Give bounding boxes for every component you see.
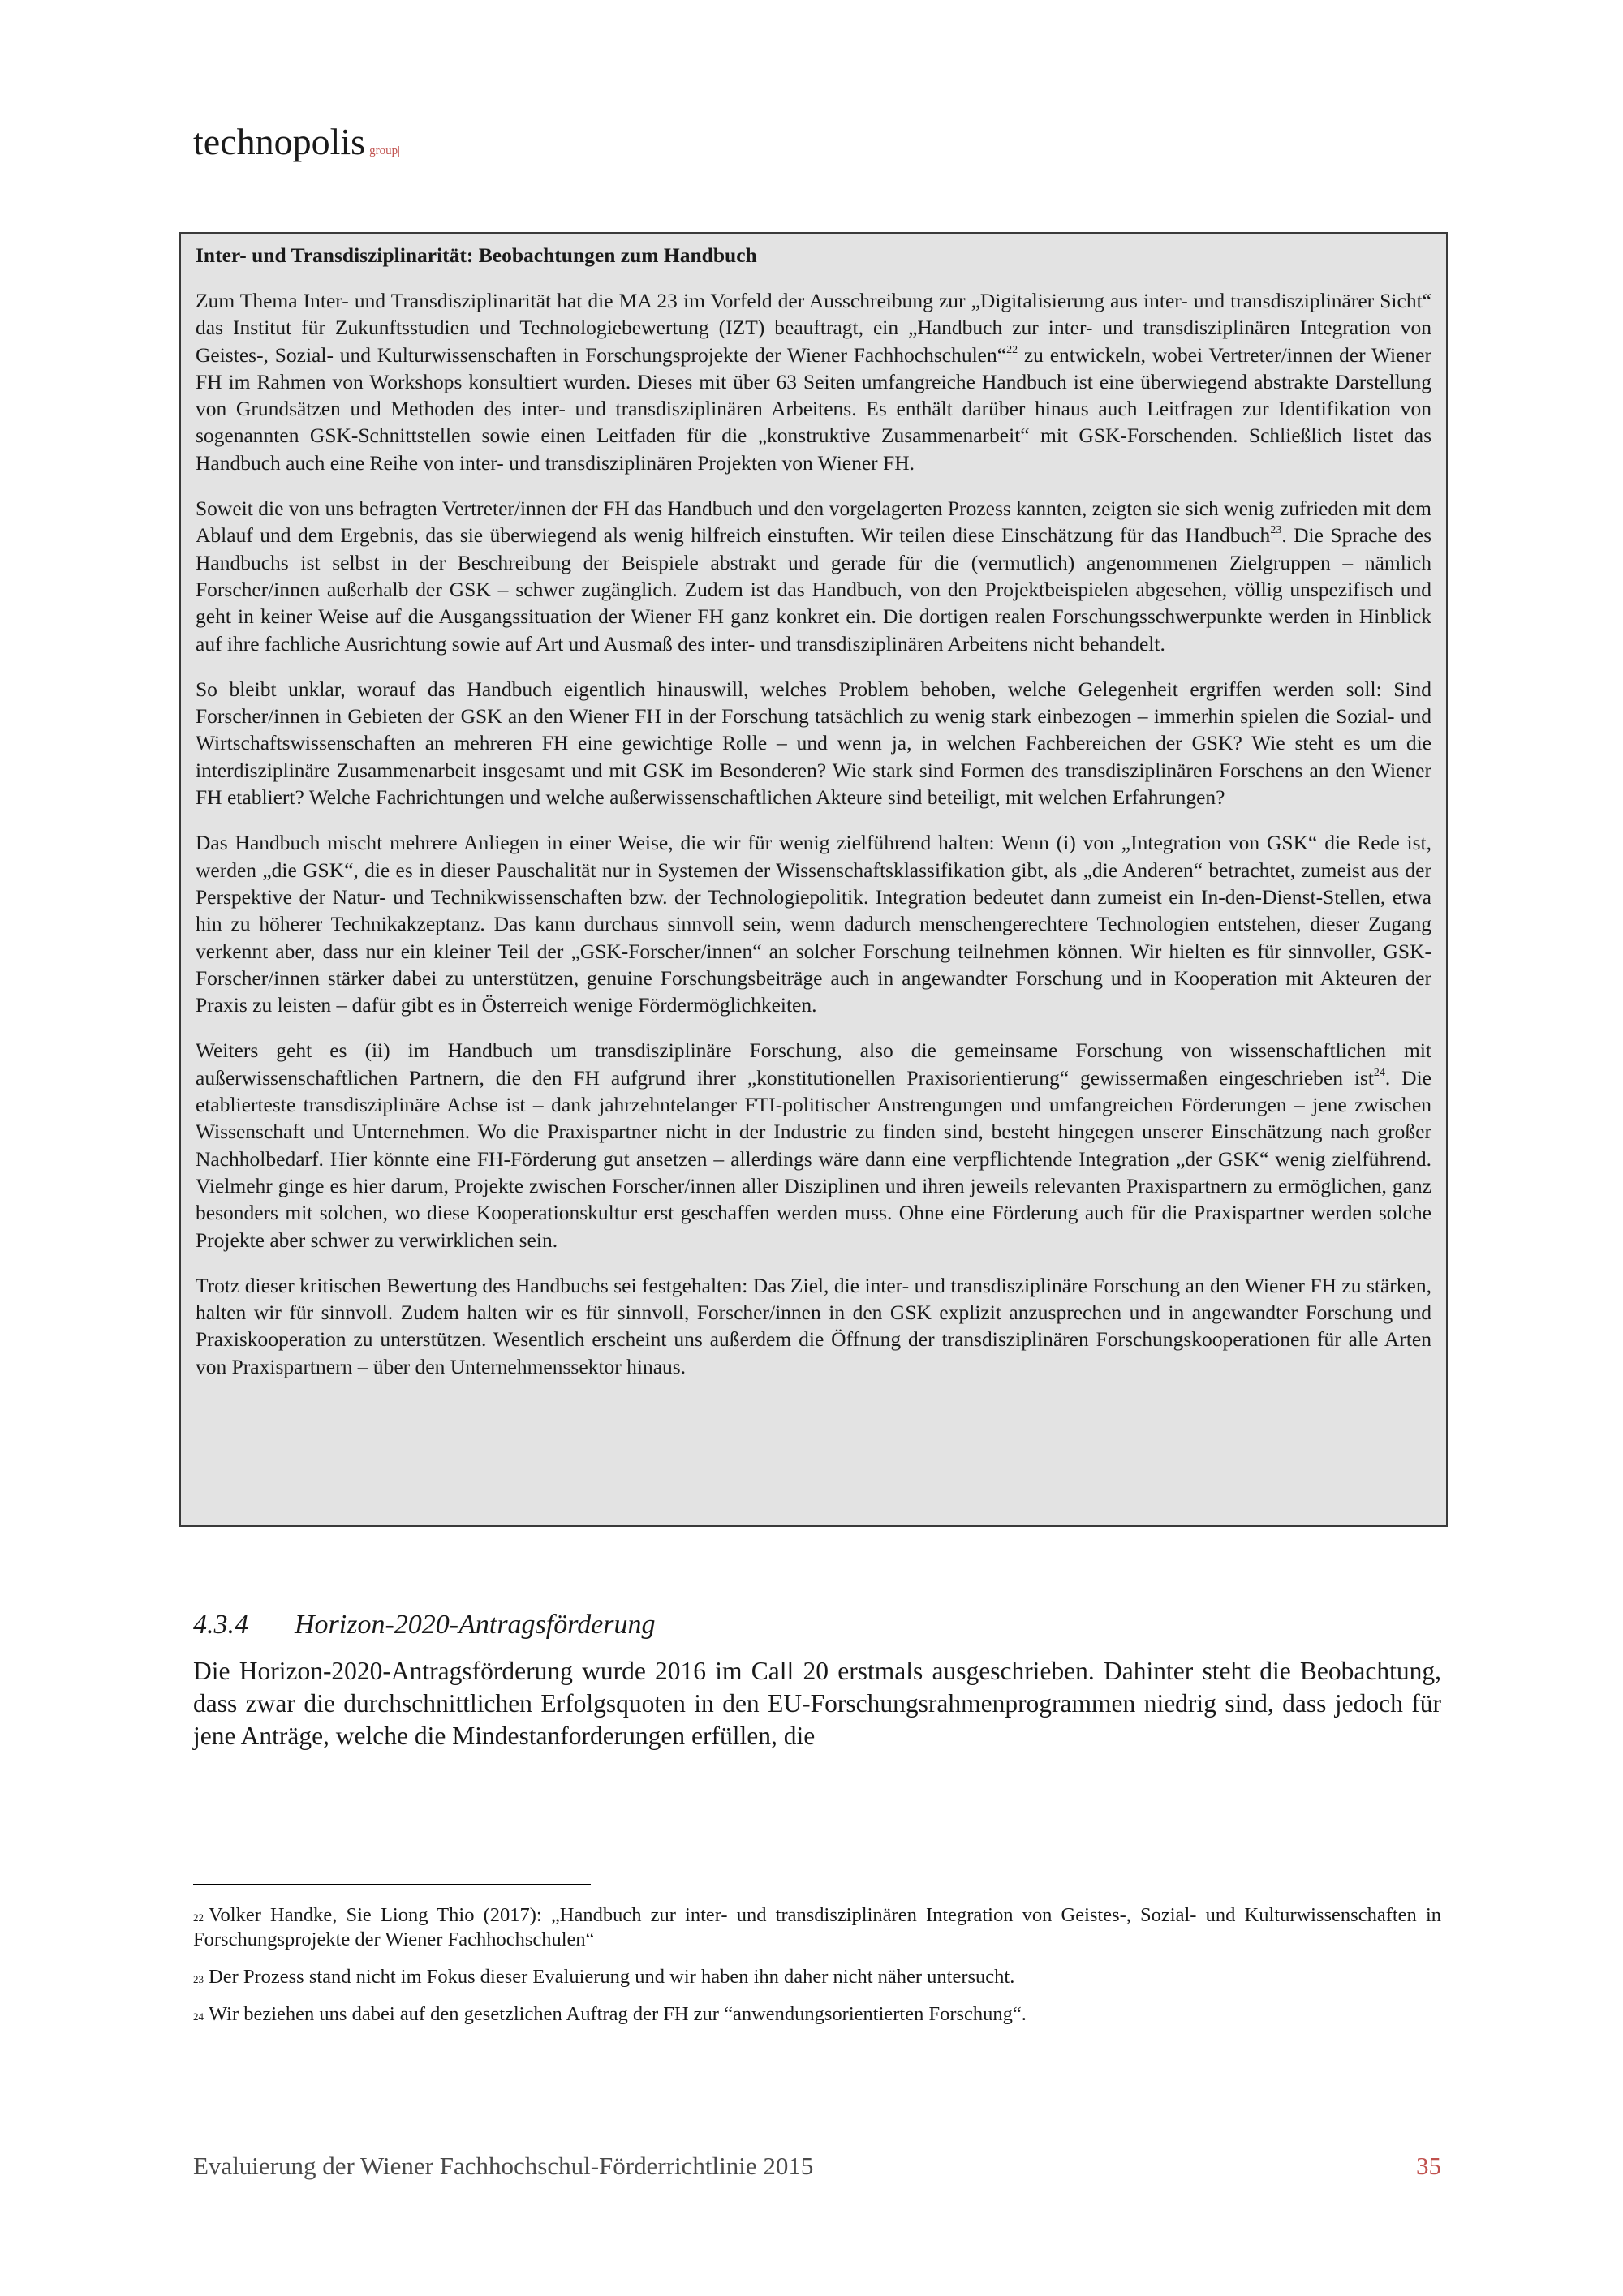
footnote-23: $^{23}$ Der Prozess stand nicht im Fokus dieser Evaluierung und wir haben ihn daher nicht näher untersucht. xyxy=(193,1966,1015,1988)
footnote-24: $^{24}$ Wir beziehen uns dabei auf den gesetzlichen Auftrag der FH zur “anwendungsorientierten Forschung“. xyxy=(193,2003,1027,2025)
footnote-22: $^{22}$ Volker Handke, Sie Liong Thio (2017): „Handbuch zur inter- und transdisziplinären Integration von Geistes-, Sozial- und Kulturwissenschaften in Forschungsprojekte der Wiener Fachhochschulen“ xyxy=(193,1904,1441,1950)
technopolis-logo xyxy=(193,120,400,169)
footnote-ref-24[interactable]: 24 xyxy=(1373,1066,1385,1079)
box-paragraph-4: Das Handbuch mischt mehrere Anliegen in einer Weise, die wir für wenig zielführend halten: Wenn (i) von „Integration von GSK“ die Rede ist, werden „die GSK“, die es in dieser Pauschalität nur in Systemen der Wissenschaftsklassifikation gibt, als „die Anderen“ betrachtet, zumeist aus der Perspektive der Natur- und Technikwissenschaften bzw. der Technologiepolitik. Integration bedeutet dann zumeist ein In-den-Dienst-Stellen, etwa hin zu höherer Technikakzeptanz. Das kann durchaus sinnvoll sein, wenn dadurch menschengerechtere Technologien entstehen, dieser Zugang verkennt aber, dass nur ein kleiner Teil der „GSK-Forscher/innen“ an solcher Forschung teilnehmen können. Wir hielten es für sinnvoller, GSK-Forscher/innen stärker dabei zu unterstützen, genuine Forschungsbeiträge auch in angewandter Forschung und in Kooperation mit Akteuren der Praxis zu leisten – dafür gibt es in Österreich wenige Fördermöglichkeiten. xyxy=(196,831,1431,1017)
box-paragraph-1: Zum Thema Inter- und Transdisziplinarität hat die MA 23 im Vorfeld der Ausschreibung zur „Digitalisierung aus inter- und transdisziplinärer Sicht“ das Institut für Zukunftsstudien und Technologiebewertung (IZT) beauftragt, ein „Handbuch zur inter- und transdisziplinären Integration von Geistes-, Sozial- und Kulturwissenschaften in Forschungsprojekte der Wiener Fachhochschulen“$^{22}$ zu entwickeln, wobei Vertreter/innen der Wiener FH im Rahmen von Workshops konsultiert wurden. Dieses mit über 63 Seiten umfangreiche Handbuch ist eine überwiegend abstrakte Darstellung von Grundsätzen und Methoden des inter- und transdisziplinären Arbeitens. Es enthält darüber hinaus auch Leitfragen zur Identifikation von sogenannten GSK-Schnittstellen sowie einen Leitfaden für die „konstruktive Zusammenarbeit“ mit GSK-Forschenden. Schließlich listet das Handbuch auch eine Reihe von inter- und transdisziplinären Projekten von Wiener FH. xyxy=(196,289,1431,475)
footnote-divider xyxy=(193,1884,591,1885)
box-title: Inter- und Transdisziplinarität: Beobachtungen zum Handbuch xyxy=(196,243,757,267)
section-title: Horizon-2020-Antragsförderung xyxy=(295,1610,656,1640)
footnotes xyxy=(193,1903,1441,2040)
logo-group-suffix: |group| xyxy=(367,144,401,157)
footnote-ref-23[interactable]: 23 xyxy=(1270,524,1282,537)
logo-wordmark: technopolis xyxy=(193,121,366,162)
info-box xyxy=(179,232,1448,1527)
footer-document-title: Evaluierung der Wiener Fachhochschul-Förderrichtlinie 2015 xyxy=(193,2152,814,2180)
section-body-paragraph: Die Horizon-2020-Antragsförderung wurde 2016 im Call 20 erstmals ausgeschrieben. Dahinter steht die Beobachtung, dass zwar die durchschnittlichen Erfolgsquoten in den EU-Forschungsrahmenprogrammen niedrig sind, dass jedoch für jene Anträge, welche die Mindestanforderungen erfüllen, die xyxy=(193,1657,1441,1750)
section-heading xyxy=(193,1610,656,1640)
box-paragraph-2: Soweit die von uns befragten Vertreter/innen der FH das Handbuch und den vorgelagerten Prozess kannten, zeigten sie sich wenig zufrieden mit dem Ablauf und dem Ergebnis, das sie überwiegend als wenig hilfreich einstuften. Wir teilen diese Einschätzung für das Handbuch$^{23}$. Die Sprache des Handbuchs ist selbst in der Beschreibung der Beispiele abstrakt und gerade für die (vermutlich) angenommenen Zielgruppen – nämlich Forscher/innen außerhalb der GSK – schwer zugänglich. Zudem ist das Handbuch, von den Projektbeispielen abgesehen, völlig unspezifisch und geht in keiner Weise auf die Ausgangssituation der Wiener FH ganz konkret ein. Die dortigen realen Forschungsschwerpunkte werden in Hinblick auf ihre fachliche Ausrichtung sowie auf Art und Ausmaß des inter- und transdisziplinären Arbeitens nicht behandelt. xyxy=(196,497,1431,656)
section-number: 4.3.4 xyxy=(193,1610,248,1640)
box-paragraph-5: Weiters geht es (ii) im Handbuch um transdisziplinäre Forschung, also die gemeinsame Forschung von wissenschaftlichen mit außerwissenschaftlichen Partnern, die den FH aufgrund ihrer „konstitutionellen Praxisorientierung“ gewissermaßen eingeschrieben ist$^{24}$. Die etablierteste transdisziplinäre Achse ist – dank jahrzehntelanger FTI-politischer Anstrengungen und umfangreichen Förderungen – jene zwischen Wissenschaft und Unternehmen. Wo die Praxispartner nicht in der Industrie zu finden sind, besteht hingegen unserer Einschätzung nach großer Nachholbedarf. Hier könnte eine FH-Förderung gut ansetzen – allerdings wäre dann eine verpflichtende Integration „der GSK“ wenig zielführend. Vielmehr ginge es hier darum, Projekte zwischen Forscher/innen aller Disziplinen und ihren jeweils relevanten Praxispartnern zu ermöglichen, ganz besonders mit solchen, wo diese Kooperationskultur erst geschaffen werden muss. Ohne eine Förderung auch für die Praxispartner werden solche Projekte aber schwer zu verwirklichen sein. xyxy=(196,1038,1431,1252)
page-number: 35 xyxy=(1416,2152,1441,2180)
footnote-ref-22[interactable]: 22 xyxy=(1006,343,1018,356)
box-paragraph-6: Trotz dieser kritischen Bewertung des Handbuchs sei festgehalten: Das Ziel, die inter- und transdisziplinäre Forschung an den Wiener FH zu stärken, halten wir für sinnvoll. Zudem halten wir es für sinnvoll, Forscher/innen in den GSK explizit anzusprechen und in angewandter Forschung und Praxiskooperation zu unterstützen. Wesentlich erscheint uns außerdem die Öffnung der transdisziplinären Forschungskooperationen für alle Arten von Praxispartnern – über den Unternehmenssektor hinaus. xyxy=(196,1273,1431,1378)
box-paragraph-3: So bleibt unklar, worauf das Handbuch eigentlich hinauswill, welches Problem behoben, welche Gelegenheit ergriffen werden soll: Sind Forscher/innen in Gebieten der GSK an den Wiener FH in der Forschung tatsächlich zu wenig stark einbezogen – immerhin spielen die Sozial- und Wirtschaftswissenschaften an mehreren FH eine gewichtige Rolle – und wenn ja, in welchen Fachbereichen der GSK? Wie steht es um die interdisziplinäre Zusammenarbeit insgesamt und mit GSK im Besonderen? Wie stark sind Formen des transdisziplinären Forschens an den Wiener FH etabliert? Welche Fachrichtungen und welche außerwissenschaftlichen Akteure sind beteiligt, mit welchen Erfahrungen? xyxy=(196,677,1431,810)
